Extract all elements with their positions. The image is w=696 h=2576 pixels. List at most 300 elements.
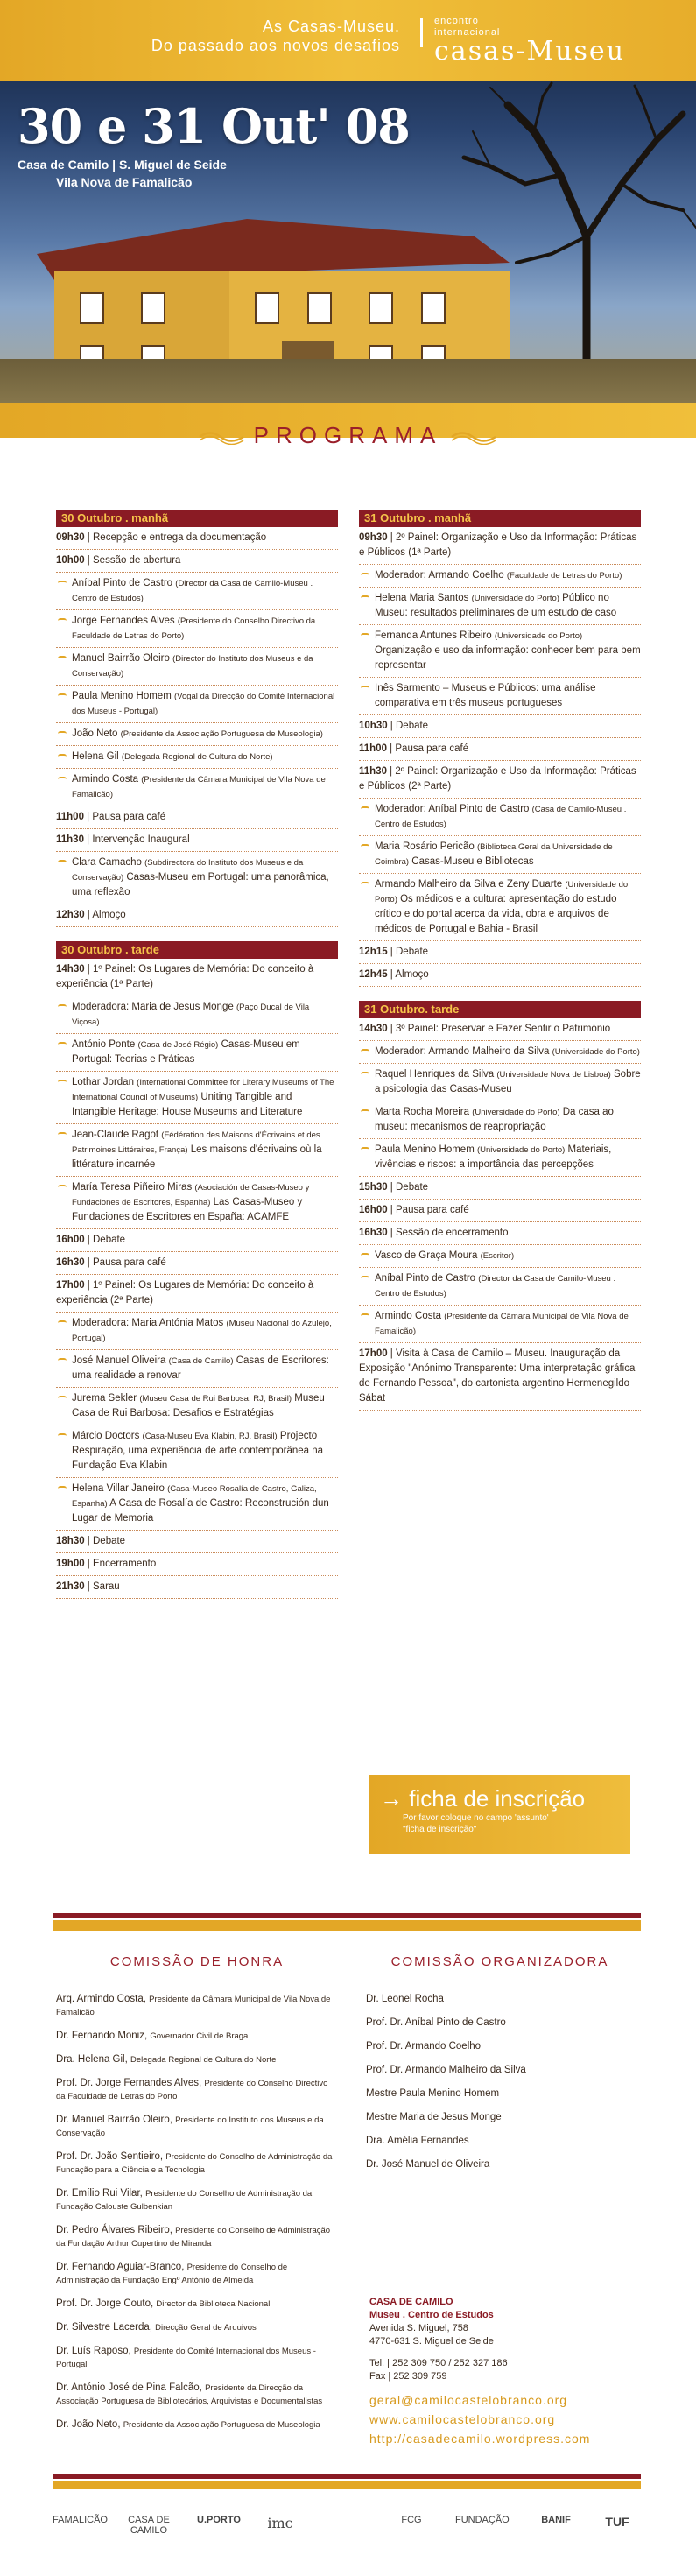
logo-roman-one xyxy=(420,18,423,47)
speaker-name: Aníbal Pinto de Castro xyxy=(375,1273,476,1284)
subtitle-line-1: As Casas-Museu. xyxy=(262,18,400,35)
speaker-affiliation: (Universidade do Porto) xyxy=(472,1108,560,1117)
speaker-name: María Teresa Piñeiro Miras xyxy=(72,1182,193,1193)
time-label: 15h30 xyxy=(359,1182,388,1193)
speaker-item xyxy=(359,1041,641,1064)
speaker-affiliation: (Universidade do Porto) xyxy=(375,880,629,904)
schedule-row xyxy=(359,527,641,565)
contact-address-1: Avenida S. Miguel, 758 xyxy=(369,2323,468,2333)
separator: | xyxy=(387,532,396,543)
speaker-item xyxy=(56,996,338,1034)
schedule-row xyxy=(359,941,641,964)
speaker-item xyxy=(359,836,641,874)
separator: | xyxy=(83,812,93,822)
organizing-committee-list xyxy=(366,1993,629,2182)
talk-title: Materiais, vivências e riscos: a importância das percepções xyxy=(375,1144,612,1170)
event-label: Intervenção Inaugural xyxy=(92,834,190,845)
member-name: Arq. Armindo Costa, xyxy=(56,1994,146,2004)
member-role: Direcção Geral de Arquivos xyxy=(155,2323,257,2333)
speaker-name: Jean-Claude Ragot xyxy=(72,1130,159,1140)
schedule-row xyxy=(56,1553,338,1576)
event-date: 30 e 31 Out' 08 xyxy=(18,98,410,154)
schedule-row xyxy=(56,1531,338,1553)
schedule-row xyxy=(359,1018,641,1041)
speaker-affiliation: (International Committee for Literary Museums of The International Council of Museums) xyxy=(72,1078,334,1102)
speaker-affiliation: (Director da Casa de Camilo-Museu . Centro de Estudos) xyxy=(72,579,313,603)
speaker-item xyxy=(359,799,641,836)
talk-title: Sobre a psicologia das Casas-Museu xyxy=(375,1069,641,1094)
separator: | xyxy=(387,947,396,957)
speaker-name: Jurema Sekler xyxy=(72,1393,137,1404)
honor-member xyxy=(56,2114,338,2140)
speaker-name: Lothar Jordan xyxy=(72,1077,134,1087)
event-label: 1º Painel: Os Lugares de Memória: Do conceito à experiência (2ª Parte) xyxy=(56,1280,314,1306)
email-link[interactable]: geral@camilocastelobranco.org xyxy=(369,2393,568,2407)
speaker-name: António Ponte xyxy=(72,1039,136,1050)
speaker-item xyxy=(56,686,338,723)
day-header: 31 Outubro. tarde xyxy=(359,1001,641,1018)
separator: | xyxy=(387,1228,396,1238)
speaker-item xyxy=(56,746,338,769)
sponsor-logos xyxy=(0,2504,696,2557)
speaker-name: Moderador: Aníbal Pinto de Castro xyxy=(375,804,530,814)
speaker-name: Paula Menino Homem xyxy=(375,1144,475,1155)
schedule-row xyxy=(56,904,338,927)
event-label: Pausa para café xyxy=(395,743,469,754)
day-header: 31 Outubro . manhã xyxy=(359,510,641,527)
speaker-affiliation: (Vogal da Direcção do Comité Internacional dos Museus - Portugal) xyxy=(72,692,335,716)
ornament-right-icon xyxy=(450,429,499,445)
member-name: Dr. Silvestre Lacerda, xyxy=(56,2322,152,2333)
event-label: Visita à Casa de Camilo – Museu. Inauguração da Exposição "Anónimo Transparente: Uma interpretação gráfica de Fernando Pessoa", do cartonista argentino Hermenegildo Sábat xyxy=(359,1348,636,1404)
member-name: Dr. Pedro Álvares Ribeiro, xyxy=(56,2225,172,2235)
time-label: 11h30 xyxy=(359,766,387,777)
event-label: Pausa para café xyxy=(92,812,166,822)
speaker-affiliation: (Director do Instituto dos Museus e da Conservação) xyxy=(72,654,313,679)
registration-note-2: "ficha de inscrição" xyxy=(403,1825,477,1834)
registration-form-box[interactable] xyxy=(369,1775,630,1854)
event-label: Encerramento xyxy=(93,1559,157,1569)
event-label: Debate xyxy=(93,1235,126,1245)
separator: | xyxy=(386,766,396,777)
divider-stripe xyxy=(53,1913,641,1918)
separator: | xyxy=(387,1205,396,1215)
speaker-affiliation: (Fédération des Maisons d'Écrivains et des Patrimoines Littéraires, França) xyxy=(72,1130,320,1155)
member-role: Presidente do Conselho de Administração da Fundação Arthur Cupertino de Miranda xyxy=(56,2226,331,2249)
programa-title: PROGRAMA xyxy=(253,422,443,448)
contact-tel: Tel. | 252 309 750 / 252 327 186 xyxy=(369,2358,508,2368)
separator: | xyxy=(386,743,396,754)
honor-committee-list xyxy=(56,1993,338,2442)
schedule-row xyxy=(56,1229,338,1252)
event-label: Sessão de encerramento xyxy=(396,1228,509,1238)
speaker-affiliation: (Biblioteca Geral da Universidade de Coimbra) xyxy=(375,842,613,867)
speaker-item xyxy=(359,678,641,715)
event-label: Recepção e entrega da documentação xyxy=(93,532,267,543)
speaker-affiliation: (Paço Ducal de Vila Viçosa) xyxy=(72,1003,310,1027)
speaker-affiliation: (Universidade do Porto) xyxy=(476,1145,566,1155)
venue-line-2: Vila Nova de Famalicão xyxy=(56,175,193,189)
logo-uporto: U.PORTO xyxy=(197,2515,241,2525)
logo-fcg: FCG xyxy=(401,2515,422,2525)
honor-member xyxy=(56,2261,338,2287)
separator: | xyxy=(84,1581,93,1592)
honor-member xyxy=(56,2321,338,2334)
time-label: 17h00 xyxy=(56,1280,85,1291)
time-label: 11h00 xyxy=(56,812,84,822)
speaker-item xyxy=(359,1268,641,1306)
honor-member xyxy=(56,2187,338,2214)
speaker-affiliation: (Casa-Museu Eva Klabin, RJ, Brasil) xyxy=(142,1432,278,1441)
speaker-item xyxy=(359,565,641,588)
speaker-name: Vasco de Graça Moura xyxy=(375,1250,478,1261)
speaker-name: José Manuel Oliveira xyxy=(72,1355,166,1366)
member-name: Dr. João Neto, xyxy=(56,2419,121,2430)
separator: | xyxy=(84,1280,93,1291)
honor-member xyxy=(56,2298,338,2311)
speaker-item xyxy=(359,1064,641,1101)
member-name: Dr. António José de Pina Falcão, xyxy=(56,2382,202,2393)
organizer-member: Prof. Dr. Armando Coelho xyxy=(366,2041,482,2052)
time-label: 21h30 xyxy=(56,1581,85,1592)
event-label: Debate xyxy=(396,1182,429,1193)
logo-famalicao: FAMALICÃO xyxy=(53,2515,108,2525)
speaker-affiliation: (Presidente do Conselho Directivo da Faculdade de Letras do Porto) xyxy=(72,616,316,641)
blog-link[interactable]: http://casadecamilo.wordpress.com xyxy=(369,2432,591,2446)
honor-member xyxy=(56,2077,338,2103)
contact-subname: Museu . Centro de Estudos xyxy=(369,2310,494,2320)
registration-title: → ficha de inscrição xyxy=(380,1785,586,1812)
schedule-row xyxy=(56,550,338,573)
talk-title: Público no Museu: resultados preliminares de um estudo de caso xyxy=(375,593,617,618)
schedule-row xyxy=(56,527,338,550)
event-label: Debate xyxy=(396,947,429,957)
speaker-affiliation: (Universidade do Porto) xyxy=(494,631,583,641)
organizer-member: Prof. Dr. Armando Malheiro da Silva xyxy=(366,2065,526,2075)
schedule-row xyxy=(359,715,641,738)
organizer-member: Dr. Leonel Rocha xyxy=(366,1994,444,2004)
speaker-item xyxy=(359,1245,641,1268)
contact-fax: Fax | 252 309 759 xyxy=(369,2371,447,2382)
speaker-name: Armindo Costa xyxy=(72,774,139,785)
speaker-item xyxy=(56,723,338,746)
speaker-affiliation: (Director da Casa de Camilo-Museu . Centro de Estudos) xyxy=(375,1274,616,1299)
time-label: 16h30 xyxy=(359,1228,388,1238)
speaker-affiliation: (Casa de Camilo) xyxy=(168,1356,234,1366)
honor-committee-title: COMISSÃO DE HONRA xyxy=(109,1954,285,1969)
separator: | xyxy=(84,910,93,920)
member-role: Presidente do Conselho de Administração da Fundação Calouste Gulbenkian xyxy=(56,2189,313,2212)
separator: | xyxy=(84,532,93,543)
member-role: Presidente da Câmara Municipal de Vila Nova de Famalicão xyxy=(56,1995,331,2017)
time-label: 12h15 xyxy=(359,947,388,957)
event-label: Almoço xyxy=(395,969,429,980)
organizing-committee-title: COMISSÃO ORGANIZADORA xyxy=(390,1954,609,1969)
logo-casa-camilo: CASA DE CAMILO xyxy=(128,2515,170,2536)
time-label: 16h30 xyxy=(56,1257,85,1268)
talk-title: Museu Casa de Rui Barbosa: Desafios e Estratégias xyxy=(72,1393,325,1418)
talk-title: Las Casas-Museo y Fundaciones de Escritores en España: ACAMFE xyxy=(72,1197,303,1222)
speaker-item xyxy=(359,874,641,941)
speaker-item xyxy=(56,648,338,686)
speaker-affiliation: (Presidente da Associação Portuguesa de Museologia) xyxy=(120,729,323,739)
speaker-affiliation: (Casa-Museo Rosalía de Castro, Galiza, Espanha) xyxy=(72,1484,317,1509)
speaker-affiliation: (Museu Nacional do Azulejo, Portugal) xyxy=(72,1319,332,1343)
schedule-row xyxy=(359,1343,641,1411)
schedule-row xyxy=(56,1576,338,1599)
logo-banif: BANIF xyxy=(541,2515,571,2525)
logo-line-2: internacional xyxy=(434,27,501,38)
member-role: Presidente do Conselho Directivo da Faculdade de Letras do Porto xyxy=(56,2079,328,2101)
schedule-row xyxy=(359,1222,641,1245)
speaker-item xyxy=(56,610,338,648)
speaker-name: Manuel Bairrão Oleiro xyxy=(72,653,170,664)
time-label: 11h30 xyxy=(56,834,84,845)
speaker-item xyxy=(359,588,641,625)
speaker-name: Armindo Costa xyxy=(375,1311,442,1321)
spacer xyxy=(359,987,641,1001)
speaker-name: Moderadora: Maria Antónia Matos xyxy=(72,1318,224,1328)
time-label: 14h30 xyxy=(56,964,85,975)
separator: | xyxy=(387,969,396,980)
schedule-row xyxy=(56,1252,338,1275)
member-role: Presidente do Comité Internacional dos Museus - Portugal xyxy=(56,2347,316,2369)
speaker-affiliation: (Museu Casa de Rui Barbosa, RJ, Brasil) xyxy=(139,1394,292,1404)
speaker-name: Marta Rocha Moreira xyxy=(375,1107,470,1117)
event-label: Pausa para café xyxy=(396,1205,469,1215)
member-name: Dr. Fernando Aguiar-Branco, xyxy=(56,2262,185,2272)
member-name: Dr. Manuel Bairrão Oleiro, xyxy=(56,2115,172,2125)
talk-title: Os médicos e a cultura: apresentação do estudo crítico e do portal acerca da vida, obra e arquivos de médicos de Portugal e Bahia - Brasil xyxy=(375,894,617,934)
speaker-item xyxy=(56,1313,338,1350)
time-label: 12h45 xyxy=(359,969,388,980)
speaker-affiliation: (Escritor) xyxy=(480,1251,515,1261)
talk-title: – Museus e Públicos: uma análise comparativa em três museus portugueses xyxy=(375,683,596,708)
event-logo xyxy=(424,16,625,67)
links-block xyxy=(369,2390,590,2448)
speaker-item xyxy=(56,852,338,904)
time-label: 16h00 xyxy=(56,1235,85,1245)
member-role: Delegada Regional de Cultura do Norte xyxy=(130,2055,277,2065)
speaker-affiliation: (Delegada Regional de Cultura do Norte) xyxy=(121,752,273,762)
separator: | xyxy=(84,1235,93,1245)
subtitle-line-2: Do passado aos novos desafios xyxy=(151,37,400,54)
separator: | xyxy=(84,964,93,975)
time-label: 18h30 xyxy=(56,1536,85,1546)
honor-member xyxy=(56,2418,338,2432)
member-role: Presidente do Instituto dos Museus e da Conservação xyxy=(56,2115,324,2138)
honor-member xyxy=(56,2030,338,2043)
member-name: Dr. Fernando Moniz, xyxy=(56,2031,148,2041)
speaker-affiliation: (Universidade do Porto) xyxy=(552,1047,640,1057)
event-label: 2º Painel: Organização e Uso da Informação: Práticas e Públicos (1ª Parte) xyxy=(359,532,637,558)
speaker-name: Helena Maria Santos xyxy=(375,593,469,603)
schedule-row xyxy=(56,959,338,996)
member-role: Governador Civil de Braga xyxy=(150,2031,249,2041)
member-name: Dra. Helena Gil, xyxy=(56,2054,128,2065)
schedule-row xyxy=(56,1275,338,1313)
speaker-name: Moderadora: Maria de Jesus Monge xyxy=(72,1002,234,1012)
member-name: Prof. Dr. Jorge Fernandes Alves, xyxy=(56,2078,202,2088)
speaker-affiliation: (Casa de Camilo-Museu . Centro de Estudos) xyxy=(375,805,627,829)
schedule-row xyxy=(359,1200,641,1222)
speaker-name: João Neto xyxy=(72,728,118,739)
time-label: 11h00 xyxy=(359,743,387,754)
honor-member xyxy=(56,2150,338,2177)
speaker-affiliation: (Universidade do Porto) xyxy=(471,594,559,603)
website-link[interactable]: www.camilocastelobranco.org xyxy=(369,2412,556,2426)
speaker-item xyxy=(56,1034,338,1072)
speaker-item xyxy=(56,573,338,610)
time-label: 12h30 xyxy=(56,910,85,920)
talk-title: Projecto Respiração, uma experiência de arte contemporânea na Fundação Eva Klabin xyxy=(72,1431,324,1471)
divider-stripe xyxy=(53,2474,641,2479)
time-label: 09h30 xyxy=(359,532,388,543)
event-label: Pausa para café xyxy=(93,1257,166,1268)
schedule-row xyxy=(359,964,641,987)
logo-tuf: TUF xyxy=(605,2515,629,2529)
separator: | xyxy=(83,834,93,845)
separator: | xyxy=(84,1257,93,1268)
day-header: 30 Outubro . tarde xyxy=(56,941,338,959)
speaker-item xyxy=(56,1425,338,1478)
speaker-name: Maria Rosário Pericão xyxy=(375,841,475,852)
schedule-row xyxy=(56,829,338,852)
member-role: Director da Biblioteca Nacional xyxy=(156,2299,271,2309)
time-label: 09h30 xyxy=(56,532,85,543)
speaker-name: Moderador: Armando Coelho xyxy=(375,570,504,581)
organizer-member: Mestre Paula Menino Homem xyxy=(366,2088,500,2099)
logo-line-3: casas-Museu xyxy=(434,36,626,67)
speaker-item xyxy=(359,1306,641,1343)
logo-imc: imc xyxy=(267,2515,293,2531)
event-label: 3º Painel: Preservar e Fazer Sentir o Património xyxy=(396,1024,611,1034)
speaker-affiliation: (Faculdade de Letras do Porto) xyxy=(506,571,622,581)
time-label: 14h30 xyxy=(359,1024,388,1034)
event-label: Debate xyxy=(93,1536,126,1546)
member-name: Prof. Dr. João Sentieiro, xyxy=(56,2151,164,2162)
speaker-name: Márcio Doctors xyxy=(72,1431,140,1441)
arrow-right-icon: → xyxy=(380,1785,410,1812)
talk-title: Da casa ao museu: mecanismos de reapropriação xyxy=(375,1107,614,1132)
talk-title: Les maisons d'écrivains où la littérature incarnée xyxy=(72,1144,322,1170)
speaker-item xyxy=(56,769,338,806)
speaker-item xyxy=(359,625,641,678)
speaker-name: Fernanda Antunes Ribeiro xyxy=(375,630,492,641)
left-program-column xyxy=(56,510,338,1599)
separator: | xyxy=(387,1182,396,1193)
speaker-name: Aníbal Pinto de Castro xyxy=(72,578,173,588)
talk-title: Casas-Museu e Bibliotecas xyxy=(411,856,534,867)
speaker-item xyxy=(359,1101,641,1139)
venue-line-1: Casa de Camilo | S. Miguel de Seide xyxy=(18,158,227,172)
event-label: Sessão de abertura xyxy=(93,555,181,566)
member-role: Presidente da Associação Portuguesa de Museologia xyxy=(123,2420,320,2430)
talk-title: Organização e uso da informação: conhecer bem para bem representar xyxy=(375,645,641,671)
speaker-affiliation: (Universidade Nova de Lisboa) xyxy=(496,1070,611,1080)
separator: | xyxy=(387,1348,396,1359)
member-name: Dr. Emílio Rui Vilar, xyxy=(56,2188,143,2199)
talk-title: Uniting Tangible and Intangible Heritage: House Museums and Literature xyxy=(72,1092,303,1117)
speaker-name: Inês Sarmento xyxy=(375,683,440,693)
talk-title: A Casa de Rosalía de Castro: Reconstrución dun Lugar de Memoria xyxy=(72,1498,329,1524)
event-label: Almoço xyxy=(92,910,126,920)
speaker-item xyxy=(56,1478,338,1531)
speaker-name: Armando Malheiro da Silva e Zeny Duarte xyxy=(375,879,563,890)
honor-member xyxy=(56,2224,338,2250)
schedule-row xyxy=(56,806,338,829)
speaker-affiliation: (Casa de José Régio) xyxy=(137,1040,219,1050)
speaker-affiliation: (Presidente da Câmara Municipal de Vila Nova de Famalicão) xyxy=(375,1312,629,1336)
speaker-name: Jorge Fernandes Alves xyxy=(72,616,175,626)
right-program-column xyxy=(359,510,641,1411)
member-role: Presidente do Conselho de Administração da Fundação Engº António de Almeida xyxy=(56,2263,288,2285)
speaker-item xyxy=(56,1072,338,1124)
separator: | xyxy=(387,721,396,731)
speaker-affiliation: (Asociación de Casas-Museo y Fundaciones de Escritores, Espanha) xyxy=(72,1183,310,1207)
honor-member xyxy=(56,1993,338,2019)
event-label: Sarau xyxy=(93,1581,120,1592)
speaker-name: Raquel Henriques da Silva xyxy=(375,1069,495,1080)
speaker-item xyxy=(56,1124,338,1177)
speaker-name: Helena Villar Janeiro xyxy=(72,1483,165,1494)
speaker-affiliation: (Subdirectora do Instituto dos Museus e da Conservação) xyxy=(72,858,304,883)
member-name: Prof. Dr. Jorge Couto, xyxy=(56,2298,154,2309)
schedule-row xyxy=(359,1177,641,1200)
separator: | xyxy=(387,1024,396,1034)
contact-block xyxy=(369,2296,508,2383)
talk-title: Casas de Escritores: uma realidade a renovar xyxy=(72,1355,329,1381)
registration-note-1: Por favor coloque no campo 'assunto' xyxy=(403,1813,549,1823)
time-label: 16h00 xyxy=(359,1205,388,1215)
hero-banner xyxy=(0,0,696,438)
schedule-row xyxy=(359,761,641,799)
speaker-name: Moderador: Armando Malheiro da Silva xyxy=(375,1046,550,1057)
separator: | xyxy=(84,1559,93,1569)
speaker-affiliation: (Presidente da Câmara Municipal de Vila Nova de Famalicão) xyxy=(72,775,326,799)
organizer-member: Mestre Maria de Jesus Monge xyxy=(366,2112,502,2122)
speaker-item xyxy=(56,1388,338,1425)
member-role: Presidente da Direcção da Associação Portuguesa de Bibliotecários, Arquivistas e Documentalistas xyxy=(56,2383,323,2406)
logo-fundacao: FUNDAÇÃO xyxy=(455,2515,510,2525)
event-label: 1º Painel: Os Lugares de Memória: Do conceito à experiência (1ª Parte) xyxy=(56,964,314,989)
speaker-item xyxy=(56,1177,338,1229)
time-label: 19h00 xyxy=(56,1559,85,1569)
schedule-row xyxy=(359,738,641,761)
contact-name: CASA DE CAMILO xyxy=(369,2297,453,2307)
member-name: Dr. Luís Raposo, xyxy=(56,2346,131,2356)
honor-member xyxy=(56,2382,338,2408)
separator: | xyxy=(84,555,93,566)
spacer xyxy=(56,927,338,941)
organizer-member: Dra. Amélia Fernandes xyxy=(366,2136,469,2146)
speaker-name: Helena Gil xyxy=(72,751,119,762)
event-label: Debate xyxy=(396,721,429,731)
contact-address-2: 4770-631 S. Miguel de Seide xyxy=(369,2336,494,2347)
organizer-member: Dr. José Manuel de Oliveira xyxy=(366,2159,490,2170)
member-role: Presidente do Conselho de Administração da Fundação para a Ciência e a Tecnologia xyxy=(56,2152,333,2175)
speaker-name: Paula Menino Homem xyxy=(72,691,172,701)
day-header: 30 Outubro . manhã xyxy=(56,510,338,527)
talk-title: Casas-Museu em Portugal: uma panorâmica, uma reflexão xyxy=(72,872,329,897)
honor-member xyxy=(56,2345,338,2371)
time-label: 10h00 xyxy=(56,555,85,566)
divider-stripe xyxy=(53,1920,641,1931)
header-strip xyxy=(0,0,696,81)
time-label: 17h00 xyxy=(359,1348,388,1359)
event-label: 2º Painel: Organização e Uso da Informação: Práticas e Públicos (2ª Parte) xyxy=(359,766,636,792)
talk-title: Casas-Museu em Portugal: Teorias e Práticas xyxy=(72,1039,300,1065)
